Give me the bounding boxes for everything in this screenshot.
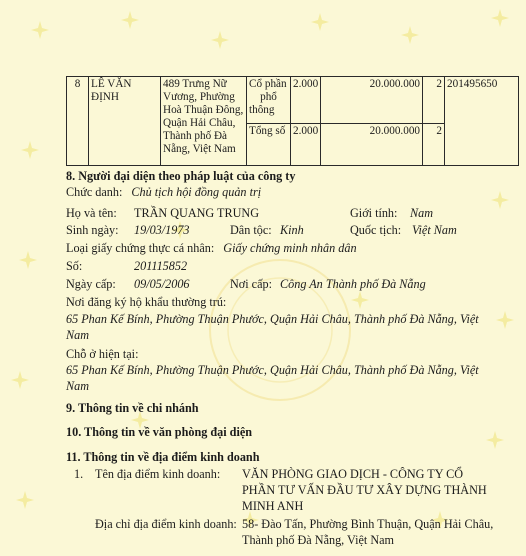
shareholder-table [66, 76, 519, 166]
total-quantity: 2.000 [291, 124, 321, 166]
location-name-label: Tên địa điểm kinh doanh: [95, 467, 221, 481]
location-item-number: 1. [74, 467, 84, 481]
location-name-line: MINH ANH [242, 499, 304, 513]
issue-place-label: Nơi cấp: [230, 277, 272, 291]
row-number: 8 [67, 77, 89, 166]
location-name-line: PHẦN TƯ VẤN ĐẦU TƯ XÂY DỰNG THÀNH [242, 483, 487, 497]
address-line: Vương, Phường [163, 91, 235, 103]
address-line: Nẵng, Việt Nam [163, 143, 236, 155]
gender-label: Giới tính: [350, 206, 398, 220]
section-9-heading: 9. Thông tin về chi nhánh [66, 401, 199, 415]
location-name-line: VĂN PHÒNG GIAO DỊCH - CÔNG TY CỔ [242, 467, 464, 481]
share-value: 20.000.000 [321, 77, 423, 124]
id-number: 201495650 [445, 77, 519, 166]
ethnic-value: Kinh [280, 223, 304, 237]
nationality-value: Việt Nam [412, 223, 457, 237]
nationality-label: Quốc tịch: [350, 223, 402, 237]
current-address-label: Chỗ ở hiện tại: [66, 347, 139, 361]
shareholder-address [161, 77, 247, 166]
id-number-value: 201115852 [134, 259, 188, 273]
current-address-line: Nam [66, 379, 90, 393]
id-type-value: Giấy chứng minh nhân dân [223, 241, 357, 255]
dob-value: 19/03/1973 [134, 223, 190, 237]
household-address-line: Nam [66, 328, 90, 342]
location-address-line: Thành phố Đà Nẵng, Việt Nam [242, 533, 395, 547]
share-type-line: thông [249, 104, 275, 116]
address-line: Quận Hải Châu, [163, 117, 236, 129]
share-type [247, 77, 291, 124]
total-label: Tổng số [247, 124, 291, 166]
current-address-line: 65 Phan Kế Bính, Phường Thuận Phước, Quận Hải Châu, Thành phố Đà Nẵng, Việt [66, 363, 479, 377]
address-line: Hoà Thuận Đông, [163, 104, 244, 116]
address-line: Thành phố Đà [163, 130, 228, 142]
position-label: Chức danh: [66, 185, 123, 199]
location-address-line: 58- Đào Tấn, Phường Bình Thuận, Quận Hải Châu, [242, 517, 494, 531]
name-value: TRẦN QUANG TRUNG [134, 206, 260, 220]
section-8-heading: 8. Người đại diện theo pháp luật của công ty [66, 169, 296, 183]
issue-date-label: Ngày cấp: [66, 277, 116, 291]
total-value: 20.000.000 [321, 124, 423, 166]
name-label: Họ và tên: [66, 206, 117, 220]
household-label: Nơi đăng ký hộ khẩu thường trú: [66, 295, 227, 309]
household-address-line: 65 Phan Kế Bính, Phường Thuận Phước, Quận Hải Châu, Thành phố Đà Nẵng, Việt [66, 312, 479, 326]
shareholder-name: LÊ VĂN ĐỊNH [89, 77, 161, 166]
position-row [66, 184, 261, 200]
total-percent: 2 [423, 124, 445, 166]
id-type-label: Loại giấy chứng thực cá nhân: [66, 241, 215, 255]
share-quantity: 2.000 [291, 77, 321, 124]
section-10-heading: 10. Thông tin về văn phòng đại diện [66, 425, 253, 439]
address-line: 489 Trưng Nữ [163, 78, 227, 90]
gender-value: Nam [410, 206, 434, 220]
ethnic-label: Dân tộc: [230, 223, 272, 237]
position-value: Chủ tịch hội đồng quản trị [131, 185, 262, 199]
issue-date-value: 09/05/2006 [134, 277, 190, 291]
dob-label: Sinh ngày: [66, 223, 119, 237]
id-type-row [66, 240, 357, 256]
section-11-heading: 11. Thông tin về địa điểm kinh doanh [66, 450, 260, 464]
share-percent: 2 [423, 77, 445, 124]
id-number-label: Số: [66, 259, 83, 273]
table-row [67, 77, 519, 124]
location-address-label: Địa chỉ địa điểm kinh doanh: [95, 517, 237, 531]
share-type-line: phổ [260, 91, 277, 103]
issue-place-value: Công An Thành phố Đà Nẵng [280, 277, 426, 291]
share-type-line: Cổ phần [249, 78, 287, 90]
